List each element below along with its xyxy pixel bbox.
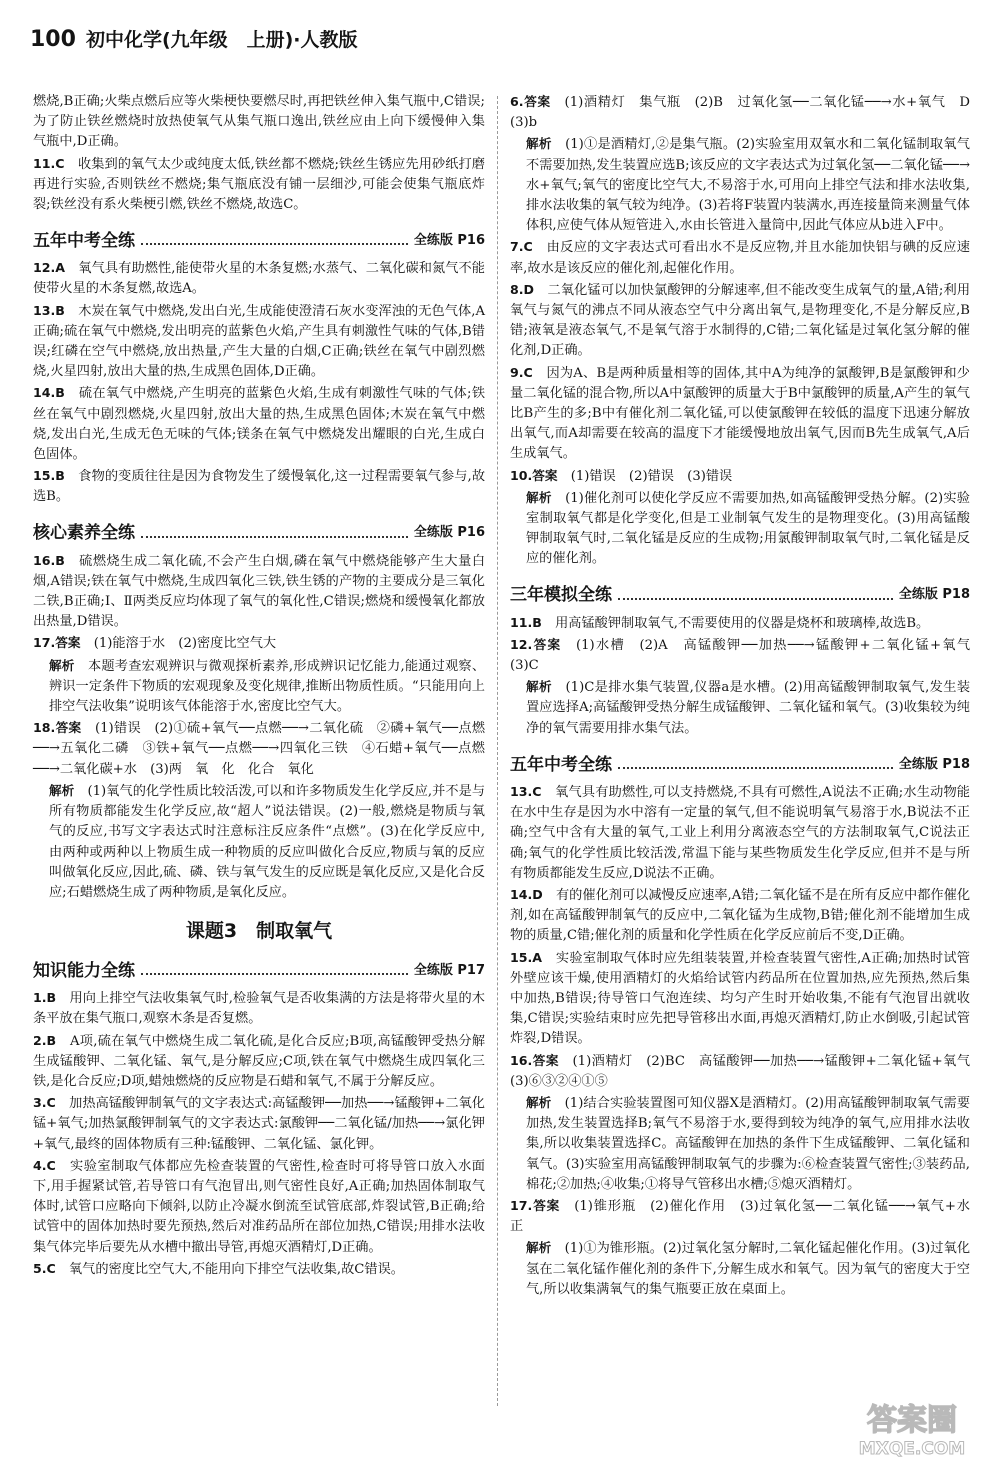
answer-item: 1.B 用向上排空气法收集氧气时,检验氧气是否收集满的方法是将带火星的木条平放在集气瓶口,观察木条是否复燃。 [33, 990, 485, 1027]
left-column [33, 92, 485, 1281]
page-header [30, 27, 358, 64]
answer-item: 5.C 氧气的密度比空气大,不能用向下排空气法收集,故C错误。 [33, 1260, 404, 1277]
answer-item: 燃烧,B正确;火柴点燃后应等火柴梗快要燃尽时,再把铁丝伸入集气瓶中,C错误;为了防止铁丝燃烧时放热使氧气从集气瓶口逸出,铁丝应由上向下缓慢伸入集气瓶中,D正确。 [33, 94, 485, 150]
answer-item: 11.C 收集到的氧气太少或纯度太低,铁丝都不燃烧;铁丝生锈应先用砂纸打磨再进行实验,否则铁丝不燃烧;集气瓶底没有铺一层细沙,可能会使集气瓶底炸裂;铁丝没有系火柴梗引燃,铁丝不燃烧,故选C。 [33, 155, 485, 213]
analysis-item: 解析 (1)结合实验装置图可知仪器X是酒精灯。(2)用高锰酸钾制取氧气需要加热,发生装置选择B;氧气不易溶于水,要得到较为纯净的氧气,应用排水法收集,所以收集装置选择C。高锰酸钾在加热的条件下生成锰酸钾、二氧化锰和氧气。(3)实验室用高锰酸钾制取氧气的步骤为:⑥检查装置气密性;③装药品,棉花;②加热;④收集;①将导气管移出水槽;⑤熄灭酒精灯。 [526, 1094, 971, 1192]
watermark-text: 答案圈 [867, 1403, 957, 1438]
answer-item: 15.A 实验室制取气体时应先组装装置,并检查装置气密性,A正确;加热时试管外壁应该干燥,使用酒精灯的火焰给试管内药品所在位置加热,应先预热,然后集中加热,B错误;待导管口气泡连续、均匀产生时开始收集,不能有气泡冒出就收集,C错误;实验结束时应先把导管移出水面,再熄灭酒精灯,防止水倒吸,引起试管炸裂,D错误。 [510, 949, 970, 1047]
analysis-item: 解析 (1)①为锥形瓶。(2)过氧化氢分解时,二氧化锰起催化作用。(3)过氧化氢在二氧化锰作催化剂的条件下,分解生成水和氧气。因为氧气的密度大于空气,所以收集满氧气的集气瓶要正放在桌面上。 [526, 1240, 971, 1297]
section-header: 三年模拟全练 全练版 P18 [510, 585, 970, 606]
answer-item: 4.C 实验室制取气体都应先检查装置的气密性,检查时可将导管口放入水面下,用手握紧试管,若导管口有气泡冒出,则气密性良好,A正确;加热固体制取气体时,试管口应略向下倾斜,以防止冷凝水倒流至试管底部,炸裂试管,B正确;给试管中的固体加热时要先预热,然后对准药品所在部位加热,C错误;用排水法收集气体完毕后要先从水槽中撤出导管,再熄灭酒精灯,D正确。 [33, 1157, 485, 1255]
answer-item: 6.答案 (1)酒精灯 集气瓶 (2)B 过氧化氢──二氧化锰──→水+氧气 D (3)b [510, 94, 984, 131]
watermark-logo [842, 1396, 982, 1458]
analysis-item: 解析 本题考查宏观辨识与微观探析素养,形成辨识记忆能力,能通过观察、辨识一定条件下物质的宏观现象及变化规律,推断出物质性质。“只能用向上排空气法收集”说明该气体能溶于水,密度比空气大。 [49, 657, 486, 715]
answer-item: 17.答案 (1)能溶于水 (2)密度比空气大 [33, 635, 277, 652]
answer-item: 14.B 硫在氧气中燃烧,产生明亮的蓝紫色火焰,生成有刺激性气味的气体;铁丝在氧气中剧烈燃烧,火星四射,放出大量的热,生成黑色固体;木炭在氧气中燃烧,发出白光,生成无色无味的气体;镁条在氧气中燃烧发出耀眼的白光,生成白色固体。 [33, 385, 486, 463]
answer-item: 2.B A项,硫在氧气中燃烧生成二氧化硫,是化合反应;B项,高锰酸钾受热分解生成锰酸钾、二氧化锰、氧气,是分解反应;C项,铁在氧气中燃烧生成四氧化三铁,是化合反应;D项,蜡烛燃烧的反应物是石蜡和氧气,不属于分解反应。 [33, 1032, 486, 1089]
answer-item: 13.C 氧气具有助燃性,可以支持燃烧,不具有可燃性,A说法不正确;水生动物能在水中生存是因为水中溶有一定量的氧气,但不能说明氧气易溶于水,B说法不正确;空气中含有大量的氧气,工业上利用分离液态空气的方法制取氧气,C说法正确;氧气的化学性质比较活泼,常温下能与某些物质发生化学反应,但并不是与所有物质都能发生反应,D说法不正确。 [510, 783, 970, 881]
answer-item: 14.D 有的催化剂可以减慢反应速率,A错;二氧化锰不是在所有反应中都作催化剂,如在高锰酸钾制氧气的反应中,二氧化锰为生成物,B错;催化剂不能增加生成物的质量,C错;催化剂的质量和化学性质在化学反应前后不变,D正确。 [510, 886, 971, 944]
answer-item: 12.A 氧气具有助燃性,能使带火星的木条复燃;水蒸气、二氧化碳和氮气不能使带火星的木条复燃,故选A。 [33, 260, 485, 297]
answer-item: 16.B 硫燃烧生成二氧化硫,不会产生白烟,磷在氧气中燃烧能够产生大量白烟,A错误;铁在氧气中燃烧,生成四氧化三铁,铁生锈的产物的主要成分是三氧化二铁,B正确;Ⅰ、Ⅱ两类反应均体现了氧气的氧化性,C错误;燃烧和缓慢氧化都放出热量,D错误。 [33, 552, 486, 630]
answer-item: 15.B 食物的变质往往是因为食物发生了缓慢氧化,这一过程需要氧气参与,故选B。 [33, 468, 486, 505]
right-column [510, 92, 984, 1301]
answer-item: 7.C 由反应的文字表达式可看出水不是反应物,并且水能加快铝与碘的反应速率,故水是该反应的催化剂,起催化作用。 [510, 239, 970, 276]
section-header: 知识能力全练 全练版 P17 [33, 960, 485, 981]
answer-item: 11.B 用高锰酸钾制取氧气,不需要使用的仪器是烧杯和玻璃棒,故选B。 [510, 614, 930, 631]
answer-item: 13.B 木炭在氧气中燃烧,发出白光,生成能使澄清石灰水变浑浊的无色气体,A正确;硫在氧气中燃烧,发出明亮的蓝紫色火焰,产生具有刺激性气味的气体,B错误;红磷在空气中燃烧,放出热量,产生大量的白烟,C正确;铁丝在氧气中剧烈燃烧,火星四射,放出大量的热,生成黑色固体,D正确。 [33, 302, 486, 380]
column-divider [497, 96, 499, 1406]
answer-item: 8.D 二氧化锰可以加快氯酸钾的分解速率,但不能改变生成氧气的量,A错;利用氧气与氮气的沸点不同从液态空气中分离出氧气,是物理变化,不是分解反应,B错;液氧是液态氧气,不是氧气溶于水制得的,C错;二氧化锰是过氧化氢分解的催化剂,D正确。 [510, 281, 971, 359]
answer-item: 3.C 加热高锰酸钾制氧气的文字表达式:高锰酸钾──加热──→锰酸钾+二氧化锰+氧气;加热氯酸钾制氧气的文字表达式:氯酸钾──二氧化锰/加热──→氯化钾+氧气,最终的固体物质有三种:锰酸钾、二氧化锰、氯化钾。 [33, 1095, 485, 1152]
answer-item: 18.答案 (1)错误 (2)①硫+氧气──点燃──→二氧化硫 ②磷+氧气──点燃──→五氧化二磷 ③铁+氧气──点燃──→四氧化三铁 ④石蜡+氧气──点燃──→二氧化碳+水 (3)两 氧 化 化合 氧化 [33, 720, 486, 777]
watermark-url: MXQE.COM [858, 1439, 966, 1458]
section-header: 五年中考全练 全练版 P18 [510, 754, 970, 775]
analysis-item: 解析 (1)C是排水集气装置,仪器a是水槽。(2)用高锰酸钾制取氧气,发生装置应选择A;高锰酸钾受热分解生成锰酸钾、二氧化锰和氧气。(3)收集较为纯净的氧气需要用排水集气法。 [526, 679, 971, 736]
answer-item: 17.答案 (1)锥形瓶 (2)催化作用 (3)过氧化氢──二氧化锰──→氧气+水 正 [510, 1197, 984, 1235]
answer-item: 9.C 因为A、B是两种质量相等的固体,其中A为纯净的氯酸钾,B是氯酸钾和少量二氧化锰的混合物,所以A中氯酸钾的质量大于B中氯酸钾的质量,A产生的氧气比B产生的多;B中有催化剂二氧化锰,可以使氯酸钾在较低的温度下迅速分解放出氧气,而A却需要在较高的温度下才能缓慢地放出氧气,因而B先生成氧气,A后生成氧气。 [510, 364, 970, 462]
page-number: 100 [30, 27, 76, 52]
section-header: 核心素养全练 全练版 P16 [33, 523, 485, 544]
book-title: 初中化学(九年级 上册)·人教版 [85, 29, 358, 51]
answer-item: 10.答案 (1)错误 (2)错误 (3)错误 [510, 467, 733, 484]
analysis-item: 解析 (1)催化剂可以使化学反应不需要加热,如高锰酸钾受热分解。(2)实验室制取氧气都是化学变化,但是工业制氧气发生的是物理变化。(3)用高锰酸钾制取氧气时,二氧化锰是反应的生成物;用氯酸钾制取氧气时,二氧化锰是反应的催化剂。 [526, 489, 970, 567]
analysis-item: 解析 (1)氧气的化学性质比较活泼,可以和许多物质发生化学反应,并不是与所有物质都能发生化学反应,故“超人”说法错误。(2)一般,燃烧是物质与氧气的反应,书写文字表达式时注意标注反应条件“点燃”。(3)在化学反应中,由两种或两种以上物质生成一种物质的反应叫做化合反应,物质与氧的反应叫做氧化反应,因此,硫、磷、铁与氧气发生的反应既是氧化反应,又是化合反应;石蜡燃烧生成了两种物质,是氧化反应。 [49, 782, 486, 900]
answer-item: 16.答案 (1)酒精灯 (2)BC 高锰酸钾──加热──→锰酸钾+二氧化锰+氧气 (3)⑥③②④①⑤ [510, 1052, 984, 1089]
section-header: 五年中考全练 全练版 P16 [33, 231, 485, 252]
answer-item: 12.答案 (1)水槽 (2)A 高锰酸钾──加热──→锰酸钾+二氧化锰+氧气 (3)C [510, 636, 984, 674]
lesson-title: 课题3 制取氧气 [185, 920, 333, 943]
analysis-item: 解析 (1)①是酒精灯,②是集气瓶。(2)实验室用双氧水和二氧化锰制取氧气不需要加热,发生装置应选B;该反应的文字表达式为过氧化氢──二氧化锰──→水+氧气;氧气的密度比空气大,不易溶于水,可用向上排空气法和排水法收集,排水法收集的氧气较为纯净。(3)若将F装置内装满水,再连接量筒来测量气体体积,应使气体从短管进入,水由长管进入量筒中,因此气体应从b进入F中。 [526, 136, 970, 234]
